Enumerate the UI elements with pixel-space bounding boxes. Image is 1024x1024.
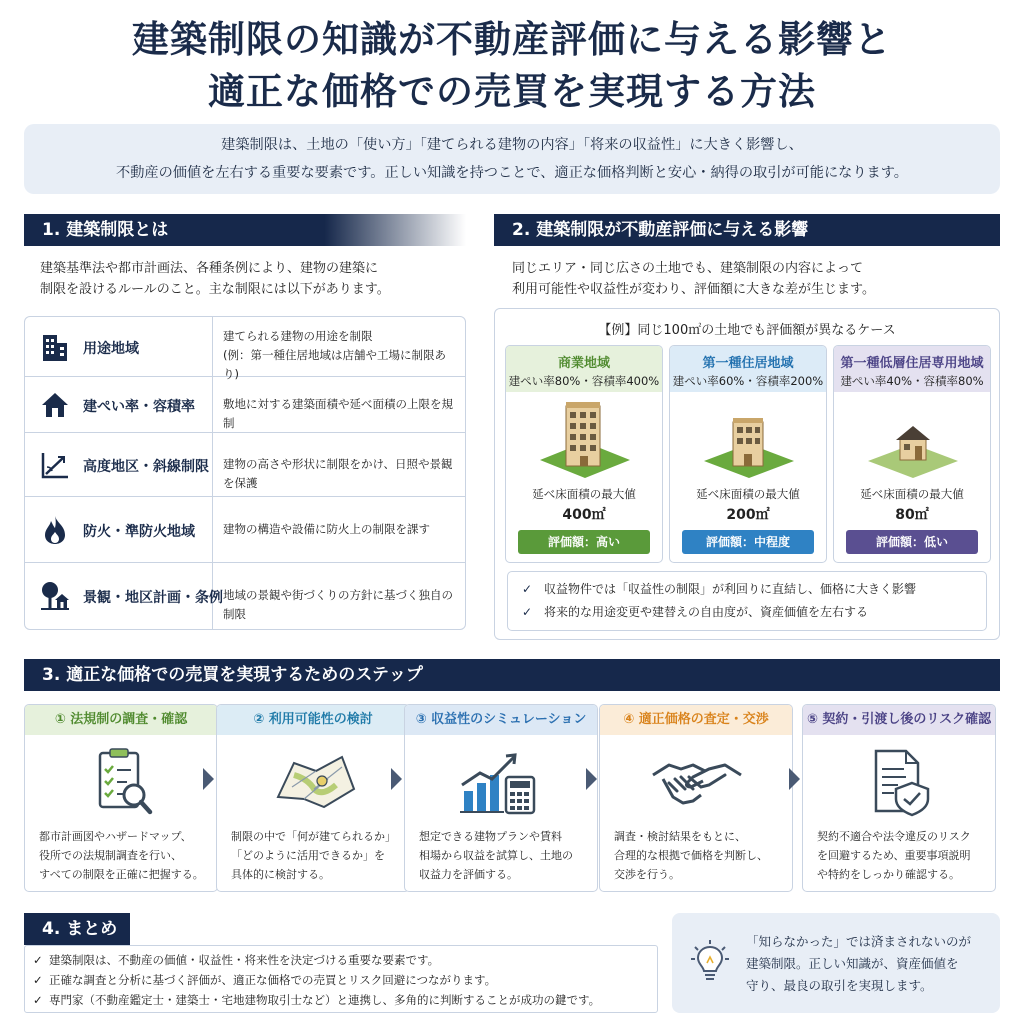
document-shield-icon bbox=[850, 745, 950, 821]
check-icon: ✓ bbox=[33, 953, 43, 967]
restriction-name: 景観・地区計画・条例 bbox=[83, 590, 223, 606]
restriction-desc bbox=[223, 327, 457, 384]
section2-desc-line2: 利用可能性や収益性が変わり、評価額に大きな差が生じます。 bbox=[512, 282, 875, 297]
zone-ratio: 建ぺい率60%・容積率200% bbox=[672, 374, 824, 388]
summary-text: 建築制限は、不動産の価値・収益性・将来性を決定づける重要な要素です。 bbox=[49, 953, 440, 967]
restriction-desc-line2: (例：第一種住居地域は店舗や工場に制限あり) bbox=[223, 348, 446, 381]
step-desc-line: 相場から収益を試算し、土地の bbox=[419, 849, 573, 862]
zone-card-header bbox=[506, 346, 662, 392]
step-desc-line: 役所での法規制調査を行い、 bbox=[39, 849, 182, 862]
section1-description bbox=[40, 258, 460, 300]
summary-item bbox=[33, 990, 657, 1010]
step-title: ① 法規制の調査・確認 bbox=[25, 705, 217, 735]
restriction-desc: 地域の景観や街づくりの方針に基づく独自の制限 bbox=[223, 588, 453, 621]
restriction-desc-line1: 建てられる建物の用途を制限 bbox=[223, 329, 373, 343]
floor-area-label: 延べ床面積の最大値 bbox=[696, 487, 800, 501]
section2-description bbox=[512, 258, 992, 300]
section1-desc-line2: 制限を設けるルールのこと。主な制限には以下があります。 bbox=[40, 282, 390, 297]
zone-name: 第一種住居地域 bbox=[702, 356, 794, 371]
section2-heading: 2. 建築制限が不動産評価に与える影響 bbox=[494, 214, 1000, 246]
zone-card-header bbox=[834, 346, 990, 392]
step-card-profit-simulation bbox=[404, 704, 598, 892]
step-card-usability bbox=[216, 704, 410, 892]
fire-icon bbox=[39, 514, 71, 546]
zone-ratio: 建ぺい率40%・容積率80% bbox=[840, 374, 984, 388]
section1-heading: 1. 建築制限とは bbox=[24, 214, 466, 246]
step-description bbox=[817, 827, 989, 884]
restriction-row bbox=[25, 317, 465, 381]
step-arrow-icon bbox=[203, 768, 214, 790]
restriction-desc: 敷地に対する建築面積や延べ面積の上限を規制 bbox=[223, 397, 453, 430]
restriction-table bbox=[24, 316, 466, 630]
zone-card-header bbox=[670, 346, 826, 392]
check-icon: ✓ bbox=[33, 973, 43, 987]
tip-line: 「知らなかった」では済まされないのが bbox=[746, 934, 972, 949]
summary-list bbox=[24, 945, 658, 1013]
floor-area-label: 延べ床面積の最大値 bbox=[532, 487, 636, 501]
step-desc-line: 想定できる建物プランや賃料 bbox=[419, 830, 562, 843]
tip-box bbox=[672, 913, 1000, 1013]
check-item bbox=[522, 578, 986, 601]
floor-area-value: 80㎡ bbox=[895, 507, 929, 523]
step-description bbox=[231, 827, 403, 884]
restriction-name: 防火・準防火地域 bbox=[83, 524, 195, 540]
check-item bbox=[522, 601, 986, 624]
restriction-desc: 建物の構造や設備に防火上の制限を課す bbox=[223, 522, 430, 536]
height-slope-icon bbox=[39, 449, 71, 481]
page-title-line2: 適正な価格での売買を実現する方法 bbox=[208, 70, 816, 113]
restriction-row bbox=[25, 497, 465, 563]
example-title: 【例】同じ100㎡の土地でも評価額が異なるケース bbox=[598, 323, 896, 338]
map-icon bbox=[264, 745, 364, 821]
zone-name: 商業地域 bbox=[557, 356, 610, 371]
zone-card-residential bbox=[669, 345, 827, 563]
restriction-row bbox=[25, 433, 465, 497]
step-card-price-negotiation bbox=[599, 704, 793, 892]
restriction-row bbox=[25, 377, 465, 433]
section4-heading: 4. まとめ bbox=[24, 913, 130, 945]
building-icon bbox=[39, 331, 71, 363]
step-description bbox=[419, 827, 591, 884]
restriction-row bbox=[25, 563, 465, 629]
summary-item bbox=[33, 950, 657, 970]
intro-line2: 不動産の価値を左右する重要な要素です。正しい知識を持つことで、適正な価格判断と安心・納得の取引が可能になります。 bbox=[116, 165, 908, 181]
valuation-badge: 評価額：低い bbox=[846, 530, 978, 554]
summary-text: 正確な調査と分析に基づく評価が、適正な価格での売買とリスク回避につながります。 bbox=[49, 973, 497, 987]
step-title: ④ 適正価格の査定・交渉 bbox=[600, 705, 792, 735]
floor-area-label: 延べ床面積の最大値 bbox=[860, 487, 964, 501]
section2-desc-line1: 同じエリア・同じ広さの土地でも、建築制限の内容によって bbox=[512, 261, 864, 276]
check-text: 収益物件では「収益性の制限」が利回りに直結し、価格に大きく影響 bbox=[544, 582, 917, 596]
check-text: 将来的な用途変更や建替えの自由度が、資産価値を左右する bbox=[544, 605, 869, 619]
step-desc-line: 収益力を評価する。 bbox=[419, 868, 518, 881]
mid-building-icon bbox=[694, 398, 804, 478]
step-desc-line: や特約をしっかり確認する。 bbox=[817, 868, 960, 881]
summary-text: 専門家（不動産鑑定士・建築士・宅地建物取引士など）と連携し、多角的に判断することが成功の鍵です。 bbox=[49, 993, 601, 1007]
valuation-badge: 評価額：高い bbox=[518, 530, 650, 554]
impact-checklist bbox=[507, 571, 987, 631]
check-icon: ✓ bbox=[522, 605, 533, 619]
intro-line1: 建築制限は、土地の「使い方」「建てられる建物の内容」「将来の収益性」に大きく影響し、 bbox=[221, 137, 803, 153]
step-desc-line: 「どのように活用できるか」を bbox=[231, 849, 385, 862]
step-title: ③ 収益性のシミュレーション bbox=[405, 705, 597, 735]
floor-area-value: 200㎡ bbox=[726, 507, 770, 523]
step-arrow-icon bbox=[586, 768, 597, 790]
step-title: ② 利用可能性の検討 bbox=[217, 705, 409, 735]
restriction-name: 用途地域 bbox=[83, 341, 139, 357]
tall-building-icon bbox=[530, 398, 640, 478]
lightbulb-icon bbox=[690, 939, 730, 985]
summary-item bbox=[33, 970, 657, 990]
step-desc-line: 合理的な根拠で価格を判断し、 bbox=[614, 849, 768, 862]
section1-desc-line1: 建築基準法や都市計画法、各種条例により、建物の建築に bbox=[40, 261, 379, 276]
step-arrow-icon bbox=[789, 768, 800, 790]
step-desc-line: 具体的に検討する。 bbox=[231, 868, 330, 881]
chart-calculator-icon bbox=[452, 745, 552, 821]
step-card-legal-survey bbox=[24, 704, 218, 892]
step-card-contract-risk bbox=[802, 704, 996, 892]
zone-card-commercial bbox=[505, 345, 663, 563]
step-desc-line: 調査・検討結果をもとに、 bbox=[614, 830, 746, 843]
house-icon bbox=[39, 389, 71, 421]
restriction-desc: 建物の高さや形状に制限をかけ、日照や景観を保護 bbox=[223, 457, 453, 490]
check-icon: ✓ bbox=[522, 582, 533, 596]
tip-line: 守り、最良の取引を実現します。 bbox=[746, 978, 933, 993]
step-desc-line: 制限の中で「何が建てられるか」 bbox=[231, 830, 396, 843]
small-house-icon bbox=[858, 398, 968, 478]
page-title bbox=[0, 14, 1024, 118]
floor-area-value: 400㎡ bbox=[562, 507, 606, 523]
step-desc-line: を回避するため、重要事項説明 bbox=[817, 849, 971, 862]
step-desc-line: 都市計画図やハザードマップ、 bbox=[39, 830, 192, 843]
zone-name: 第一種低層住居専用地域 bbox=[840, 356, 984, 371]
handshake-icon bbox=[647, 745, 747, 821]
valuation-badge: 評価額：中程度 bbox=[682, 530, 814, 554]
step-description bbox=[39, 827, 211, 884]
step-desc-line: すべての制限を正確に把握する。 bbox=[39, 868, 204, 881]
tree-house-icon bbox=[39, 580, 71, 612]
zone-card-low-rise bbox=[833, 345, 991, 563]
step-desc-line: 契約不適合や法令違反のリスク bbox=[817, 830, 971, 843]
section3-heading: 3. 適正な価格での売買を実現するためのステップ bbox=[24, 659, 1000, 691]
restriction-name: 高度地区・斜線制限 bbox=[83, 459, 209, 475]
intro-box bbox=[24, 124, 1000, 194]
step-title: ⑤ 契約・引渡し後のリスク確認 bbox=[803, 705, 995, 735]
zone-ratio: 建ぺい率80%・容積率400% bbox=[508, 374, 660, 388]
step-description bbox=[614, 827, 786, 884]
step-arrow-icon bbox=[391, 768, 402, 790]
restriction-name: 建ぺい率・容積率 bbox=[83, 399, 195, 415]
clipboard-search-icon bbox=[72, 745, 172, 821]
step-desc-line: 交渉を行う。 bbox=[614, 868, 680, 881]
tip-line: 建築制限。正しい知識が、資産価値を bbox=[746, 956, 959, 971]
example-box bbox=[494, 308, 1000, 640]
tip-text bbox=[746, 931, 992, 997]
page-title-line1: 建築制限の知識が不動産評価に与える影響と bbox=[132, 18, 892, 61]
check-icon: ✓ bbox=[33, 993, 43, 1007]
